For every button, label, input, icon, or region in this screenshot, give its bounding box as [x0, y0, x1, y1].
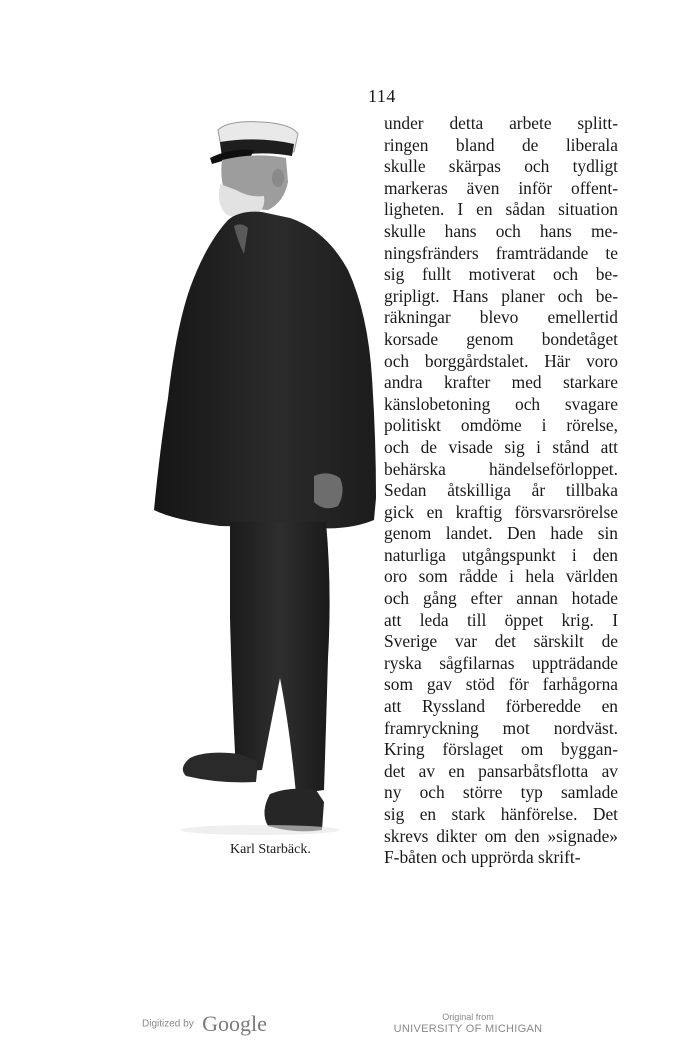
text-line: att Ryssland förberedde en	[384, 696, 618, 717]
text-line: framryckning mot nordväst.	[384, 717, 618, 738]
left-shoe	[183, 753, 258, 783]
text-line: F-båten och upprörda skrift-	[384, 847, 581, 868]
text-line: och borggårdstalet. Här voro	[384, 350, 618, 371]
text-line: ligheten. I en sådan situation	[384, 199, 618, 220]
text-line: att leda till öppet krig. I	[384, 609, 618, 630]
text-line: under detta arbete splitt-	[384, 113, 618, 133]
ear	[272, 169, 284, 187]
text-line: behärska händelseförloppet.	[384, 458, 618, 479]
text-line: känslobetoning och svagare	[384, 393, 618, 414]
text-line: sig fullt motiverat och be-	[384, 264, 618, 285]
text-line: politiskt omdöme i rörelse,	[384, 415, 618, 436]
original-from-watermark	[388, 1012, 548, 1036]
text-line: oro som rådde i hela världen	[384, 566, 618, 587]
trousers	[230, 522, 330, 794]
right-shoe	[264, 789, 324, 832]
page-number: 114	[368, 86, 396, 106]
text-line: ringen bland de liberala	[384, 134, 618, 155]
text-line: genom landet. Den hade sin	[384, 523, 618, 544]
photo-caption: Karl Starbäck.	[230, 842, 311, 857]
text-line: gick en kraftig försvarsrörelse	[384, 501, 618, 522]
institution-label: UNIVERSITY OF MICHIGAN	[393, 1023, 543, 1035]
text-line: skulle hans och hans me-	[384, 220, 618, 241]
text-line: ningsfränders framträdande te	[384, 242, 618, 263]
text-line: räkningar blevo emellertid	[384, 307, 618, 328]
text-line: sig en stark hänförelse. Det	[384, 804, 618, 824]
text-line: Sverige var det särskilt de	[384, 631, 618, 652]
text-line: skulle skärpas och tydligt	[384, 156, 618, 177]
digitized-by-label: Digitized by	[142, 1018, 194, 1030]
text-line: markeras även inför offent-	[384, 177, 618, 198]
text-line: skrevs dikter om den »signade»	[384, 825, 618, 846]
text-line: det av en pansarbåtsflotta av	[384, 760, 618, 781]
text-line: naturliga utgångspunkt i den	[384, 544, 618, 565]
text-line: korsade genom bondetåget	[384, 328, 618, 349]
text-line: andra krafter med starkare	[384, 372, 618, 393]
google-logo: Google	[202, 1011, 267, 1036]
portrait-photo	[150, 118, 380, 838]
original-from-label: Original from	[442, 1012, 494, 1022]
text-line: Kring förslaget om byggan-	[384, 739, 618, 760]
coat	[154, 212, 376, 529]
text-line: gripligt. Hans planer och be-	[384, 285, 618, 306]
text-line: och de visade sig i stånd att	[384, 436, 618, 457]
text-line: och gång efter annan hotade	[384, 588, 618, 609]
text-line: ryska sågfilarnas uppträdande	[384, 652, 618, 673]
body-text	[384, 113, 618, 869]
digitized-by-watermark	[142, 1011, 267, 1037]
floor-shadow	[180, 825, 340, 835]
text-line: ny och större typ samlade	[384, 782, 618, 803]
text-line: som gav stöd för farhågorna	[384, 674, 618, 695]
hand	[314, 473, 343, 508]
text-line: Sedan åtskilliga år tillbaka	[384, 480, 618, 501]
